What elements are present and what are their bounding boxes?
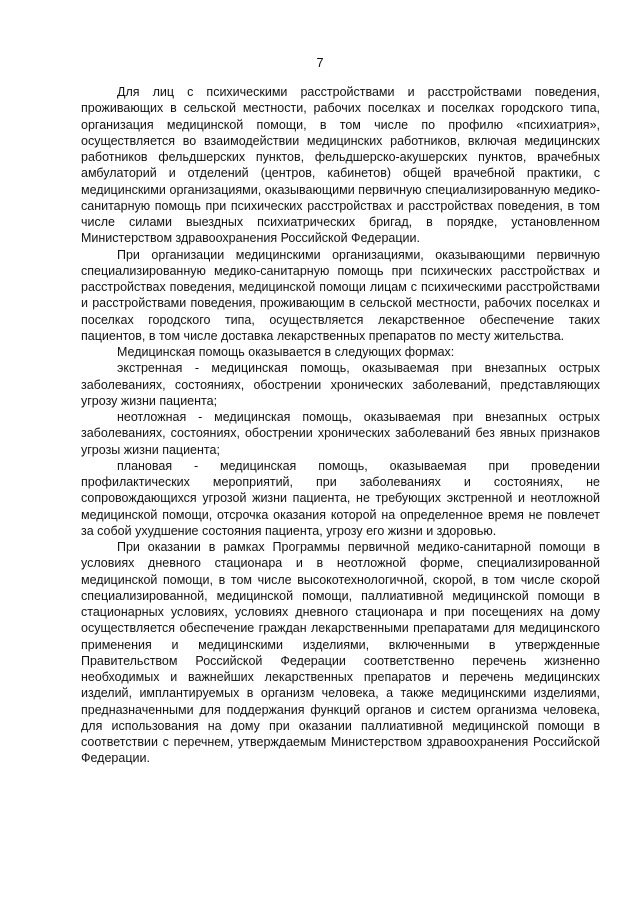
paragraph-medicines-provision: При оказании в рамках Программы первичной медико-санитарной помощи в условиях дневного стационара и в неотложной форме, специализированной медицинской помощи, в том числе высокотехнологичной, скорой, в том числе скорой специализированной, медицинской помощи, паллиативной медицинской помощи в стационарных условиях, условиях дневного стационара и при посещениях на дому осуществляется обеспечение граждан лекарственными препаратами для медицинского применения и медицинскими изделиями, включенными в утвержденные Правительством Российской Федерации соответственно перечень жизненно необходимых и важнейших лекарственных препаратов и перечень медицинских изделий, имплантируемых в организм человека, а также медицинскими изделиями, предназначенными для поддержания функций органов и систем организма человека, для использования на дому при оказании паллиативной медицинской помощи в соответствии с перечнем, утверждаемым Министерством здравоохранения Российской Федерации. xyxy=(81,540,600,766)
document-body xyxy=(81,84,600,767)
page-number: 7 xyxy=(316,55,324,70)
paragraph-drug-provision: При организации медицинскими организациями, оказывающими первичную специализированную медико-санитарную помощь при психических расстройствах и расстройствах поведения, медицинской помощи лицам с психическими расстройствами и расстройствами поведения, проживающим в сельской местности, рабочих поселках и поселках городского типа, осуществляется лекарственное обеспечение таких пациентов, в том числе доставка лекарственных препаратов по месту жительства. xyxy=(81,247,600,343)
paragraph-form-urgent: неотложная - медицинская помощь, оказываемая при внезапных острых заболеваниях, состояниях, обострении хронических заболеваний без явных признаков угрозы жизни пациента; xyxy=(81,410,600,457)
paragraph-forms-intro: Медицинская помощь оказывается в следующих формах: xyxy=(117,345,455,359)
paragraph-form-planned: плановая - медицинская помощь, оказываемая при проведении профилактических мероприятий, при заболеваниях и состояниях, не сопровождающихся угрозой жизни пациента, не требующих экстренной и неотложной медицинской помощи, отсрочка оказания которой на определенное время не повлечет за собой ухудшение состояния пациента, угрозу его жизни и здоровью. xyxy=(81,458,600,538)
paragraph-form-emergency: экстренная - медицинская помощь, оказываемая при внезапных острых заболеваниях, состояниях, обострении хронических заболеваний, представляющих угрозу жизни пациента; xyxy=(81,361,600,408)
paragraph-rural-psychiatric-care: Для лиц с психическими расстройствами и расстройствами поведения, проживающих в сельской местности, рабочих поселках и поселках городского типа, организация медицинской помощи, в том числе по профилю «психиатрия», осуществляется во взаимодействии медицинских работников, включая медицинских работников фельдшерских пунктов, фельдшерско-акушерских пунктов, врачебных амбулаторий и отделений (центров, кабинетов) общей врачебной практики, с медицинскими организациями, оказывающими первичную специализированную медико-санитарную помощь при психических расстройствах и расстройствах поведения, в том числе силами выездных психиатрических бригад, в порядке, установленном Министерством здравоохранения Российской Федерации. xyxy=(81,85,600,246)
